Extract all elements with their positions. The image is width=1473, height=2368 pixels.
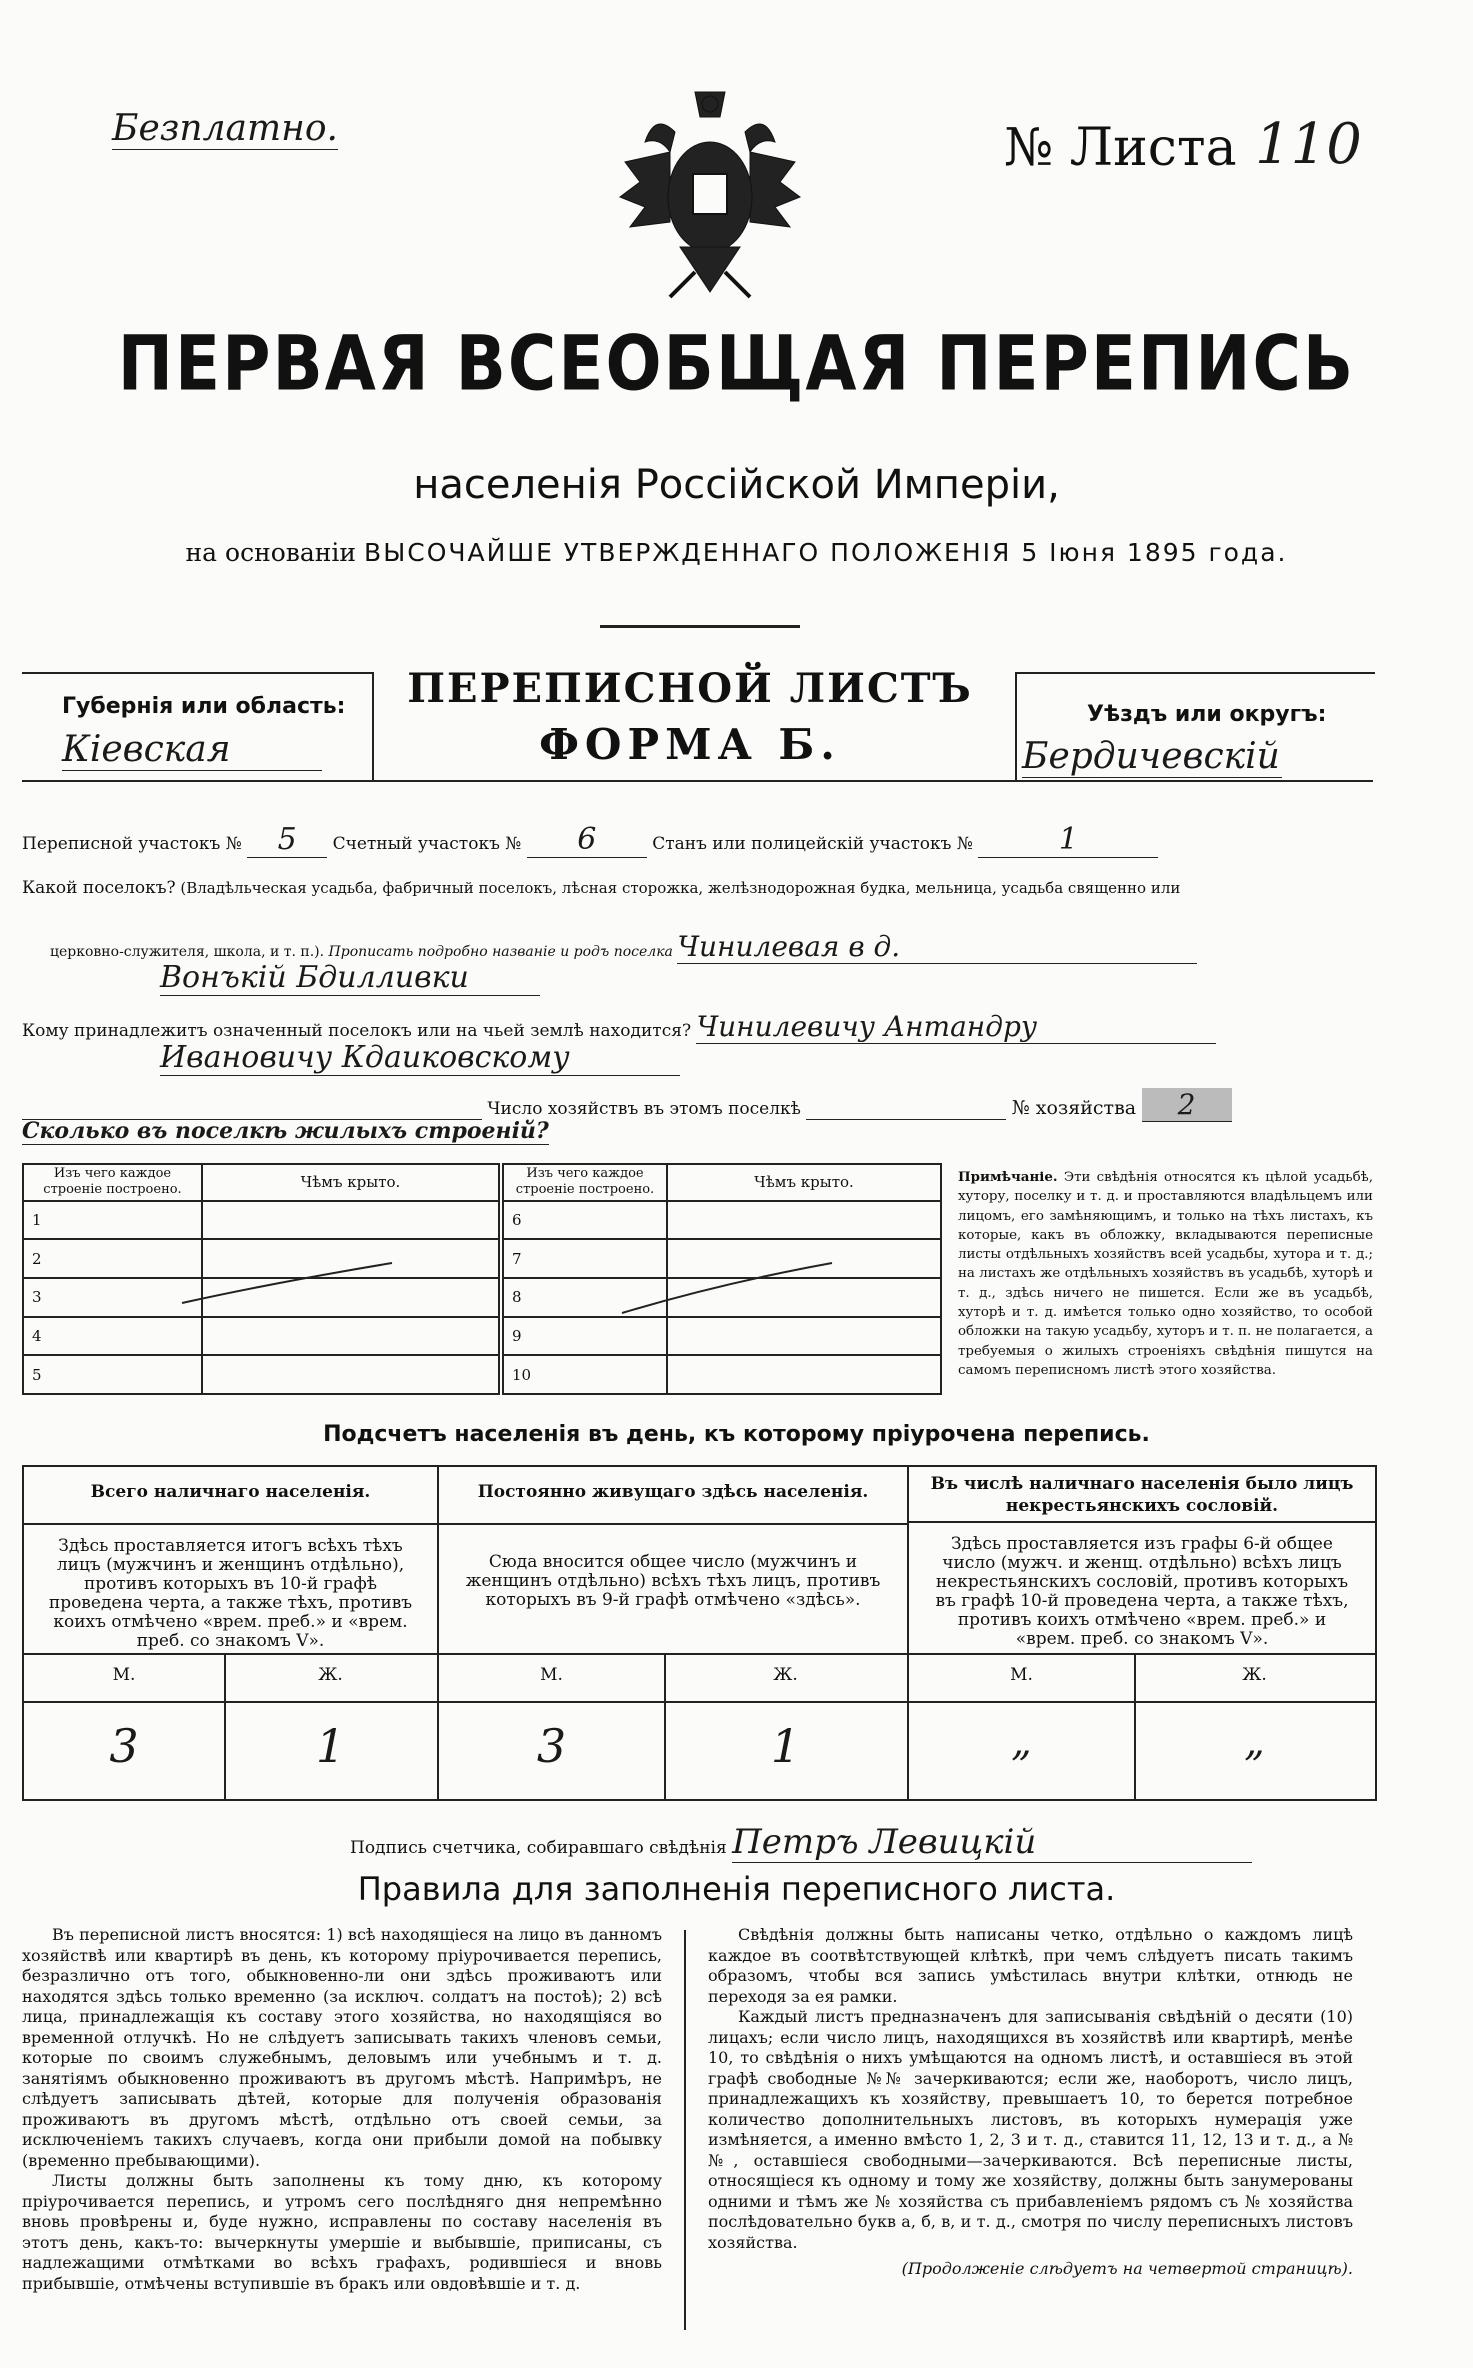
rules-right-paragraph-2: Каждый листъ предназначенъ для записыванія свѣдѣній о десяти (10) лицахъ; если число лицъ, находящихся въ хозяйствѣ или квартирѣ, менѣе 10, то свѣдѣнія о нихъ умѣщаются на одномъ листѣ, и оставшіеся въ этой графѣ свободные №№ зачеркиваются; если же, наоборотъ, число лицъ, принадлежащихъ къ хозяйству, превышаетъ 10, то берется потребное количество дополнительныхъ листовъ, въ которыхъ нумерація уже измѣняется, а именно вмѣсто 1, 2, 3 и т. д., ставится 11, 12, 13 и т. д., а №№, оставшіеся свободными—зачеркиваются. Всѣ переписные листы, относящіеся къ одному и тому же хозяйству, должны быть занумерованы одними и тѣмъ же № хозяйства съ прибавленіемъ рядомъ съ № хозяйства послѣдовательно букв а, б, в, и т. д., смотря по числу переписныхъ листовъ хозяйства. (708, 2007, 1353, 2252)
rules-left-paragraph-1: Въ переписной листъ вносятся: 1) всѣ находящіеся на лицо въ данномъ хозяйствѣ или квартирѣ въ день, къ которому пріурочивается перепись, безразлично отъ того, обыкновенно-ли они здѣсь проживаютъ или находятся здѣсь только временно (за исключ. солдатъ на постоѣ); 2) всѣ лица, принадлежащія къ составу этого хозяйства, но находящіяся во временной отлучкѣ. Но не слѣдуетъ записывать такихъ членовъ семьи, которые по своимъ служебнымъ, деловымъ или учебнымъ и т. д. занятіямъ обыкновенно проживаютъ въ другомъ мѣстѣ. Напримѣръ, не слѣдуетъ записывать дѣтей, которые для полученія образованія проживаютъ въ другомъ мѣстѣ, отдѣльно отъ своей семьи, за исключеніемъ такихъ случаевъ, когда они прибыли домой на побывку (временно пребывающими). (22, 1925, 662, 2170)
rules-right-column (708, 1925, 1353, 2280)
table-row[interactable]: 4 (23, 1317, 202, 1356)
f-label: Ж. (1242, 1665, 1267, 1685)
rules-left-column (22, 1925, 662, 2294)
form-title: ПЕРЕПИСНОЙ ЛИСТЪ (407, 665, 973, 712)
permanent-male-value[interactable]: 3 (536, 1719, 567, 1773)
signature-line: Подпись счетчика, собиравшаго свѣдѣнія Петръ Левицкій (350, 1822, 1252, 1863)
basis-line: на основаніи ВЫСОЧАЙШЕ УТВЕРЖДЕННАГО ПОЛОЖЕНІЯ 5 Іюня 1895 года. (185, 538, 1288, 567)
population-heading: Подсчетъ населенія въ день, къ которому пріурочена перепись. (323, 1422, 1150, 1447)
col3-desc: Здѣсь проставляется изъ графы 6-й общее число (мужч. и женщ. отдѣльно) всѣхъ лицъ некрестьянскихъ сословій, противъ которыхъ въ графѣ 10-й проведена черта, а также тѣхъ, противъ коихъ отмѣчено «врем. преб.» и «врем. преб. со знакомъ V». (935, 1534, 1349, 1649)
note-text: Эти свѣдѣнія относятся къ цѣлой усадьбѣ, хутору, поселку и т. д. и проставляются владѣльцемъ или лицомъ, его замѣняющимъ, и только на тѣхъ листахъ, къ которые, какъ въ обложку, вкладываются переписные листы отдѣльныхъ хозяйствъ всей усадьбы, хутора и т. д.; на листахъ же отдѣльныхъ хозяйствъ въ усадьбѣ, хуторѣ и т. д., здѣсь ничего не пишется. Если же въ усадьбѣ, хуторѣ и т. д. имѣется только одно хозяйство, то особой обложки на такую усадьбу, хуторъ и т. п. не полагается, а требуемыя о жилыхъ строеніяхъ свѣдѣнія пишутся на самомъ переписномъ листѣ этого хозяйства. (958, 1170, 1373, 1378)
f-label: Ж. (318, 1665, 343, 1685)
district-line: Переписной участокъ № 5 Счетный участокъ № 6 Станъ или полицейскій участокъ № 1 (22, 822, 1373, 858)
col2-desc: Сюда вносится общее число (мужчинъ и женщинъ отдѣльно) всѣхъ тѣхъ лицъ, противъ которыхъ въ 9-й графѣ отмѣчено «здѣсь». (465, 1552, 881, 1610)
perepisnoy-value[interactable]: 5 (247, 822, 327, 858)
permanent-female-value[interactable]: 1 (770, 1719, 801, 1773)
strike-marks (22, 1163, 942, 1395)
buildings-label: Сколько въ поселкѣ жилыхъ строеній? (22, 1118, 549, 1144)
col-material: Изъ чего каждое строеніе построено. (503, 1164, 667, 1201)
gubernia-label: Губернія или область: (62, 694, 346, 719)
table-row[interactable]: 7 (503, 1239, 667, 1278)
note-block (958, 1168, 1373, 1380)
gubernia-box (22, 672, 374, 782)
form-header-rule (22, 780, 1373, 782)
owner-value-1[interactable]: Чинилевичу Антандру (696, 1010, 1216, 1044)
free-label: Безплатно. (112, 108, 338, 149)
col1-desc: Здѣсь проставляется итогъ всѣхъ тѣхъ лицъ (мужчинъ и женщинъ отдѣльно), противъ которыхъ въ 10-й графѣ проведена черта, а также тѣхъ, противъ коихъ отмѣчено «врем. преб.» и «врем. преб. со знакомъ V». (48, 1536, 413, 1651)
table-row[interactable]: 6 (503, 1201, 667, 1240)
schetny-value[interactable]: 6 (527, 822, 647, 858)
rules-right-paragraph-1: Свѣдѣнія должны быть написаны четко, отдѣльно о каждомъ лицѣ каждое въ соотвѣтствующей клѣткѣ, при чемъ слѣдуетъ писать такимъ образомъ, чтобы вся запись умѣстилась внутри клѣтки, отнюдь не переходя за ея рамки. (708, 1925, 1353, 2006)
uezd-label: Уѣздъ или округъ: (1087, 702, 1327, 727)
f-label: Ж. (773, 1665, 798, 1685)
stan-value[interactable]: 1 (978, 822, 1158, 858)
col-roof: Чѣмъ крыто. (667, 1164, 941, 1201)
col3-title: Въ числѣ наличнаго населенія было лицъ некрестьянскихъ сословій. (909, 1467, 1375, 1523)
table-row[interactable]: 8 (503, 1278, 667, 1317)
owner-value-2[interactable]: Ивановичу Кдаиковскому (160, 1040, 680, 1076)
table-row[interactable]: 9 (503, 1317, 667, 1356)
rules-heading: Правила для заполненія переписного листа. (357, 1870, 1116, 1908)
rules-left-paragraph-2: Листы должны быть заполнены къ тому дню, къ которому пріурочивается перепись, и утромъ сего послѣдняго дня непремѣнно вновь провѣрены и, буде нужно, исправлены по составу населенія въ этотъ день, какъ-то: вычеркнуты умершіе и выбывшіе, приписаны, съ надлежащими отмѣтками во всѣхъ графахъ, родившіеся и вновь прибывшіе, отмѣчены вступившіе въ бракъ или овдовѣвшіе и т. д. (22, 2171, 662, 2293)
form-type: ФОРМА Б. (539, 720, 841, 769)
table-row[interactable]: 3 (23, 1278, 202, 1317)
note-title: Примѣчаніе. (958, 1169, 1058, 1185)
m-label: М. (112, 1665, 136, 1685)
table-row[interactable]: 1 (23, 1201, 202, 1240)
col2-title: Постоянно живущаго здѣсь населенія. (439, 1467, 907, 1525)
col1-title: Всего наличнаго населенія. (24, 1467, 437, 1525)
gubernia-value[interactable]: Кіевская (62, 729, 322, 771)
signature-value[interactable]: Петръ Левицкій (732, 1822, 1252, 1863)
page-title: ПЕРВАЯ ВСЕОБЩАЯ ПЕРЕПИСЬ (117, 319, 1356, 408)
household-number-value[interactable]: 2 (1142, 1088, 1232, 1122)
table-row[interactable]: 5 (23, 1355, 202, 1394)
uezd-box (1015, 672, 1375, 782)
col-material: Изъ чего каждое строеніе построено. (23, 1164, 202, 1201)
sheet-number-label: № Листа (1004, 118, 1237, 178)
nonpeasant-male-value[interactable]: „ (1011, 1719, 1032, 1765)
households-line: Число хозяйствъ въ этомъ поселкѣ № хозяйства 2 (22, 1088, 1373, 1122)
total-male-value[interactable]: 3 (109, 1719, 139, 1773)
table-row[interactable]: 10 (503, 1355, 667, 1394)
page-subtitle: населенія Россійской Имперіи, (413, 462, 1060, 508)
m-label: М. (540, 1665, 563, 1685)
total-female-value[interactable]: 1 (315, 1719, 346, 1773)
poselok-value-2[interactable]: Вонъкій Бдилливки (160, 960, 540, 996)
table-row[interactable]: 2 (23, 1239, 202, 1278)
double-headed-eagle-icon (615, 82, 805, 302)
rules-continuation: (Продолженіе слѣдуетъ на четвертой страницѣ). (901, 2259, 1353, 2278)
poselok-line-2: церковно-служителя, школа, и т. п.). Прописать подробно названіе и родъ поселка Чинилевая в д. (50, 930, 1370, 964)
nonpeasant-female-value[interactable]: „ (1244, 1719, 1265, 1765)
population-table (22, 1465, 1377, 1801)
poselok-line: Какой поселокъ? (Владѣльческая усадьба, фабричный поселокъ, лѣсная сторожка, желѣзнодорожная будка, мельница, усадьба священно или (22, 878, 1181, 898)
poselok-value-1[interactable]: Чинилевая в д. (677, 930, 1197, 964)
divider (600, 625, 800, 628)
owner-line: Кому принадлежитъ означенный поселокъ или на чьей землѣ находится? Чинилевичу Антандру (22, 1010, 1373, 1044)
m-label: М. (1010, 1665, 1033, 1685)
uezd-value[interactable]: Бердичевскій (1022, 736, 1282, 778)
col-roof: Чѣмъ крыто. (202, 1164, 499, 1201)
rules-divider (684, 1930, 686, 2330)
sheet-number-value: 110 (1255, 112, 1362, 177)
